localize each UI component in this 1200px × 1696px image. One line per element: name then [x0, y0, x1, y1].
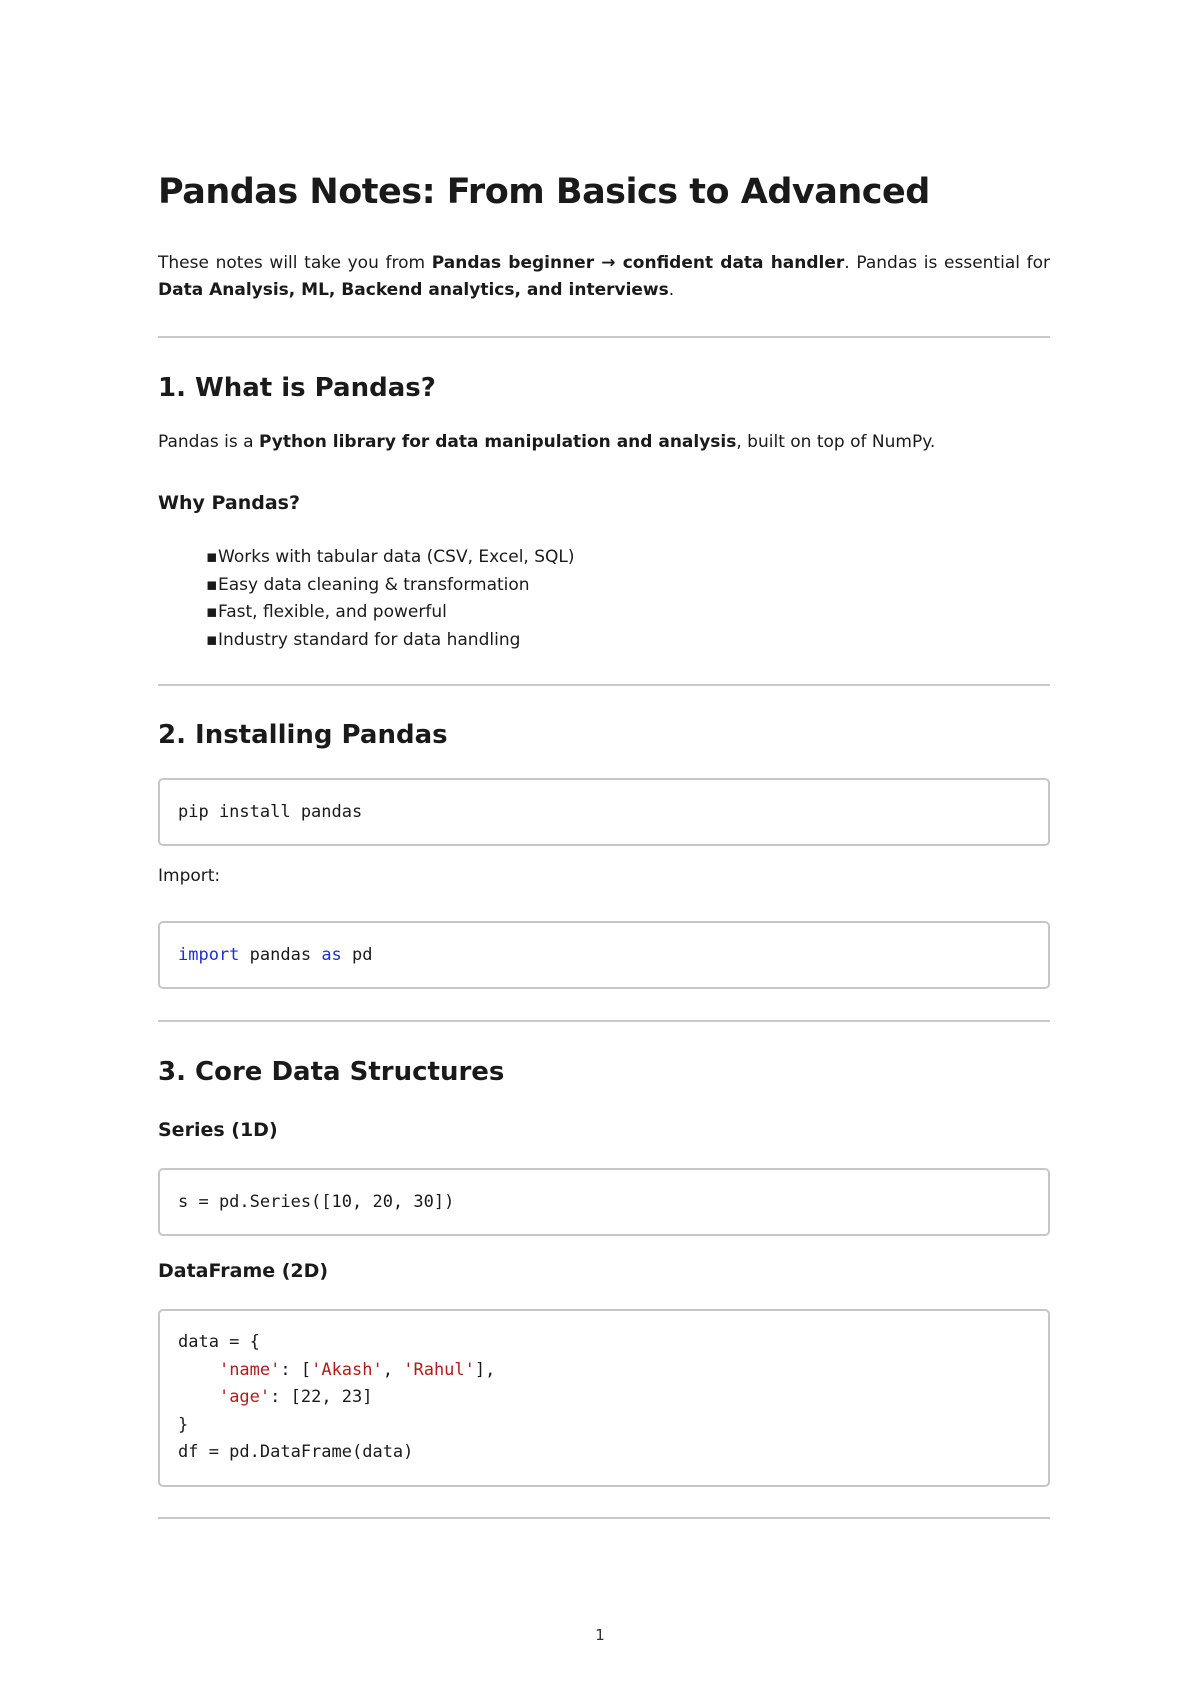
bullet-icon: ▪ — [206, 602, 218, 622]
section-heading-what-is-pandas: 1. What is Pandas? — [158, 373, 436, 403]
why-pandas-list — [206, 544, 575, 654]
intro-text: . Pandas is essential for — [844, 253, 1051, 273]
subheading-dataframe: DataFrame (2D) — [158, 1260, 329, 1282]
code-string: 'Rahul' — [403, 1359, 475, 1380]
divider — [158, 1517, 1050, 1519]
page-number: 1 — [595, 1626, 605, 1644]
code-text: : [ — [280, 1359, 312, 1380]
code-line: pip install pandas — [178, 802, 363, 822]
intro-text: These notes will take you from — [158, 253, 432, 273]
bullet-icon: ▪ — [206, 547, 218, 567]
code-text: pandas — [239, 945, 322, 965]
code-indent — [178, 1360, 219, 1380]
what-is-pandas-paragraph — [158, 432, 935, 452]
paragraph-text: Pandas is a — [158, 432, 259, 452]
list-item — [206, 544, 575, 572]
document-title: Pandas Notes: From Basics to Advanced — [158, 172, 930, 212]
section-heading-core-data-structures: 3. Core Data Structures — [158, 1057, 505, 1087]
list-item — [206, 572, 575, 600]
code-line — [178, 942, 1030, 970]
code-text: : [22, 23] — [270, 1387, 373, 1407]
import-code-block[interactable] — [158, 921, 1050, 989]
divider — [158, 1020, 1050, 1022]
code-string: 'name' — [218, 1359, 281, 1380]
intro-paragraph — [158, 250, 1050, 304]
code-keyword: as — [321, 945, 342, 965]
code-text: pd — [341, 945, 373, 965]
list-item-text: Fast, flexible, and powerful — [218, 602, 447, 622]
code-text: ], — [474, 1359, 496, 1380]
code-indent — [178, 1387, 219, 1407]
code-keyword: import — [178, 945, 240, 965]
import-label: Import: — [158, 866, 221, 886]
install-code-block[interactable] — [158, 778, 1050, 846]
divider — [158, 684, 1050, 686]
list-item — [206, 599, 575, 627]
code-line: } — [178, 1414, 189, 1435]
code-line — [178, 1357, 1030, 1385]
list-item-text: Industry standard for data handling — [218, 629, 521, 650]
bullet-icon: ▪ — [206, 574, 218, 595]
divider — [158, 336, 1050, 338]
code-string: 'Akash' — [311, 1359, 383, 1380]
code-line: data = { — [178, 1332, 260, 1352]
code-text: , — [382, 1359, 404, 1380]
intro-bold-text: Pandas beginner → confident data handler — [431, 253, 845, 273]
dataframe-code-block[interactable] — [158, 1309, 1050, 1487]
list-item — [206, 627, 575, 655]
code-line — [178, 1384, 1030, 1412]
code-line: s = pd.Series([10, 20, 30]) — [178, 1192, 455, 1212]
intro-bold-text: Data Analysis, ML, Backend analytics, and interviews — [158, 280, 669, 300]
code-line: df = pd.DataFrame(data) — [178, 1442, 414, 1462]
code-string: 'age' — [218, 1387, 271, 1407]
intro-text: . — [668, 280, 675, 300]
subheading-series: Series (1D) — [158, 1119, 278, 1141]
paragraph-text: , built on top of NumPy. — [736, 432, 936, 452]
section-heading-installing-pandas: 2. Installing Pandas — [158, 720, 448, 750]
bullet-icon: ▪ — [206, 629, 218, 650]
list-item-text: Easy data cleaning & transformation — [218, 574, 530, 595]
list-item-text: Works with tabular data (CSV, Excel, SQL) — [218, 547, 575, 567]
series-code-block[interactable] — [158, 1168, 1050, 1236]
subheading-why-pandas: Why Pandas? — [158, 492, 300, 514]
paragraph-bold-text: Python library for data manipulation and analysis — [258, 432, 737, 452]
